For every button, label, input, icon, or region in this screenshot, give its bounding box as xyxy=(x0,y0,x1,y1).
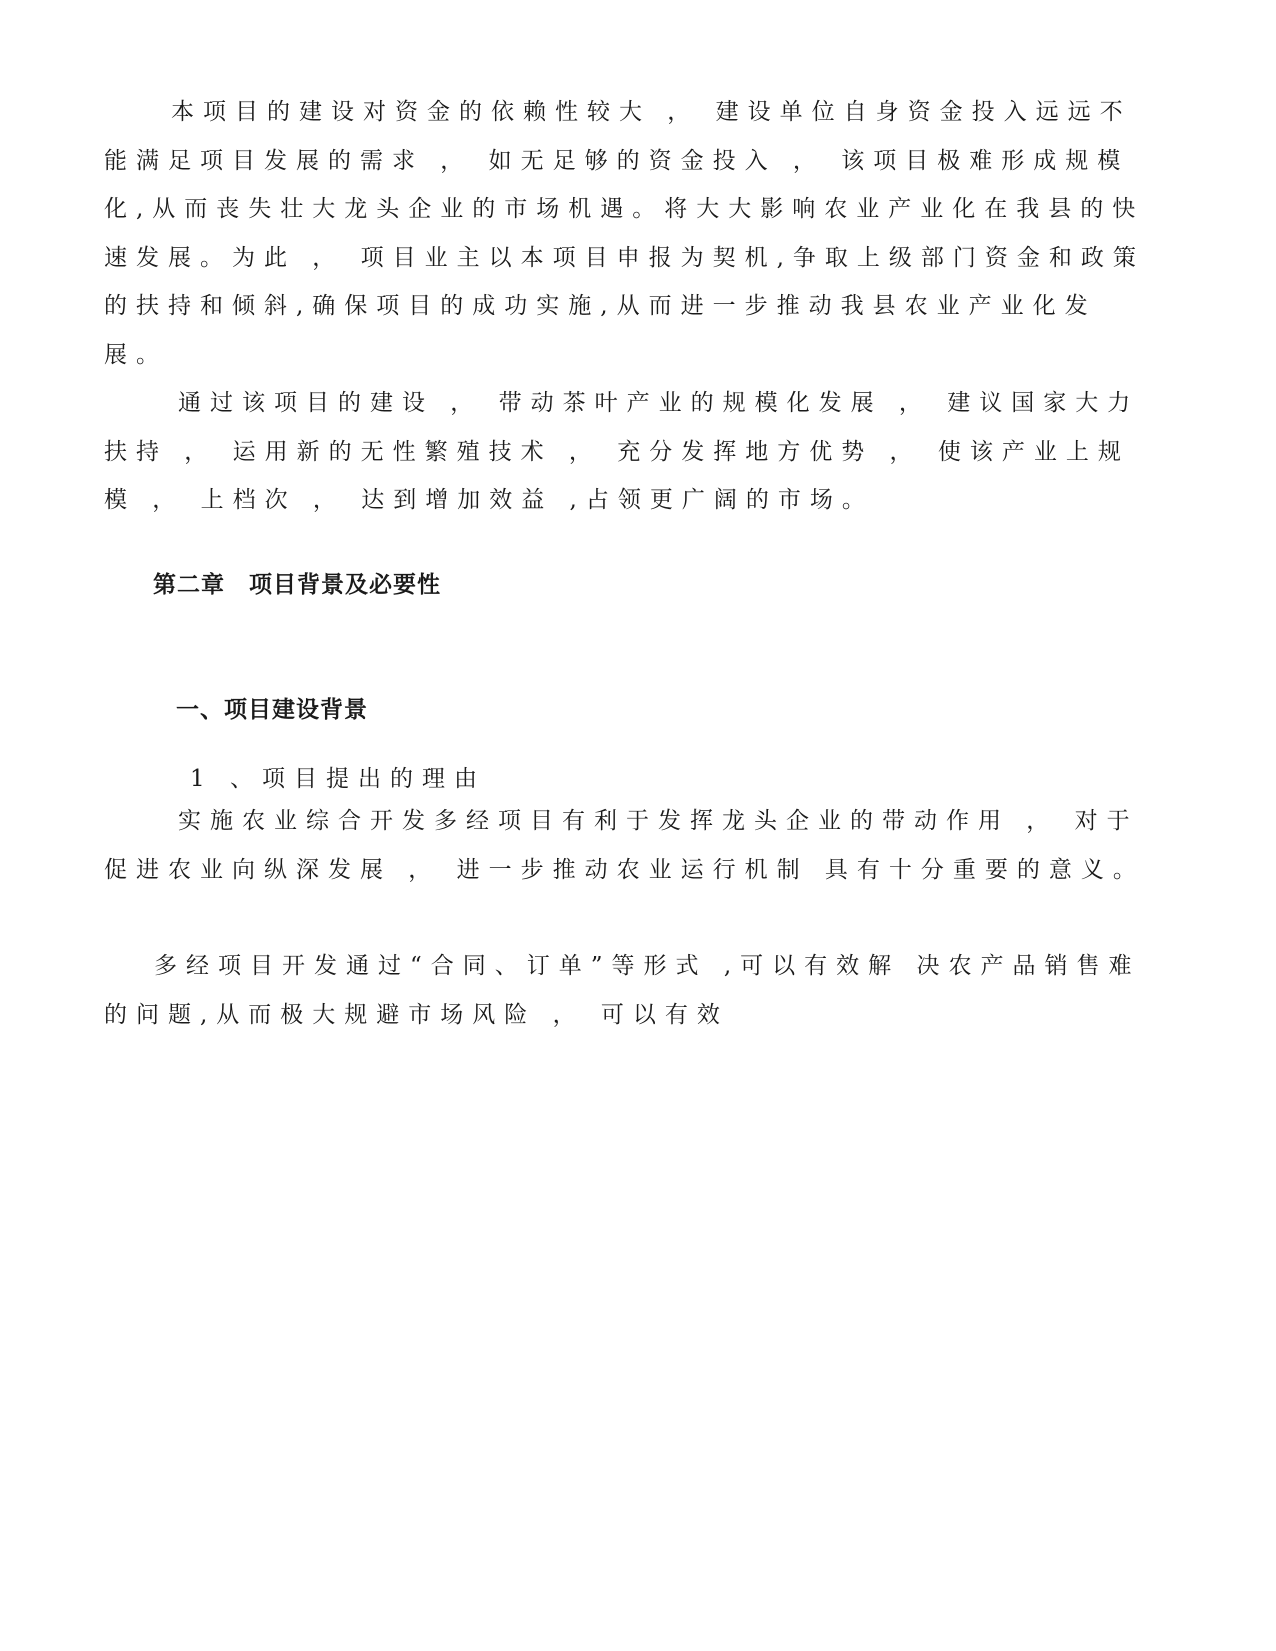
chapter-heading: 第二章 项目背景及必要性 xyxy=(153,572,441,598)
body-paragraph-contracts: 多经项目开发通过“合同、订单”等形式 ,可以有效解 决农产品销售难的问题,从而极大规避市场风险 ， 可以有效 xyxy=(104,953,1141,1028)
body-paragraph-funding: 本项目的建设对资金的依赖性较大 ， 建设单位自身资金投入远远不能满足项目发展的需求 ， 如无足够的资金投入 ， 该项目极难形成规模化,从而丧失壮大龙头企业的市场机遇。将大大影响农业产业化在我县的快速发展。为此 ， 项目业主以本项目申报为契机,争取上级部门资金和政策的扶持和倾斜,确保项目的成功实施,从而进一步推动我县农业产业化发展。 xyxy=(104,99,1145,368)
subsection-heading: 1 、项目提出的理由 xyxy=(190,766,486,792)
body-paragraph-support: 通过该项目的建设 ， 带动茶叶产业的规模化发展 ， 建议国家大力扶持 ， 运用新的无性繁殖技术 ， 充分发挥地方优势 ， 使该产业上规模 ， 上档次 ， 达到增加效益 ,占领更广阔的市场。 xyxy=(104,390,1140,513)
section-heading: 一、项目建设背景 xyxy=(176,697,368,723)
body-paragraph-significance: 实施农业综合开发多经项目有利于发挥龙头企业的带动作用 ， 对于促进农业向纵深发展 ， 进一步推动农业运行机制 具有十分重要的意义。 xyxy=(104,808,1145,883)
